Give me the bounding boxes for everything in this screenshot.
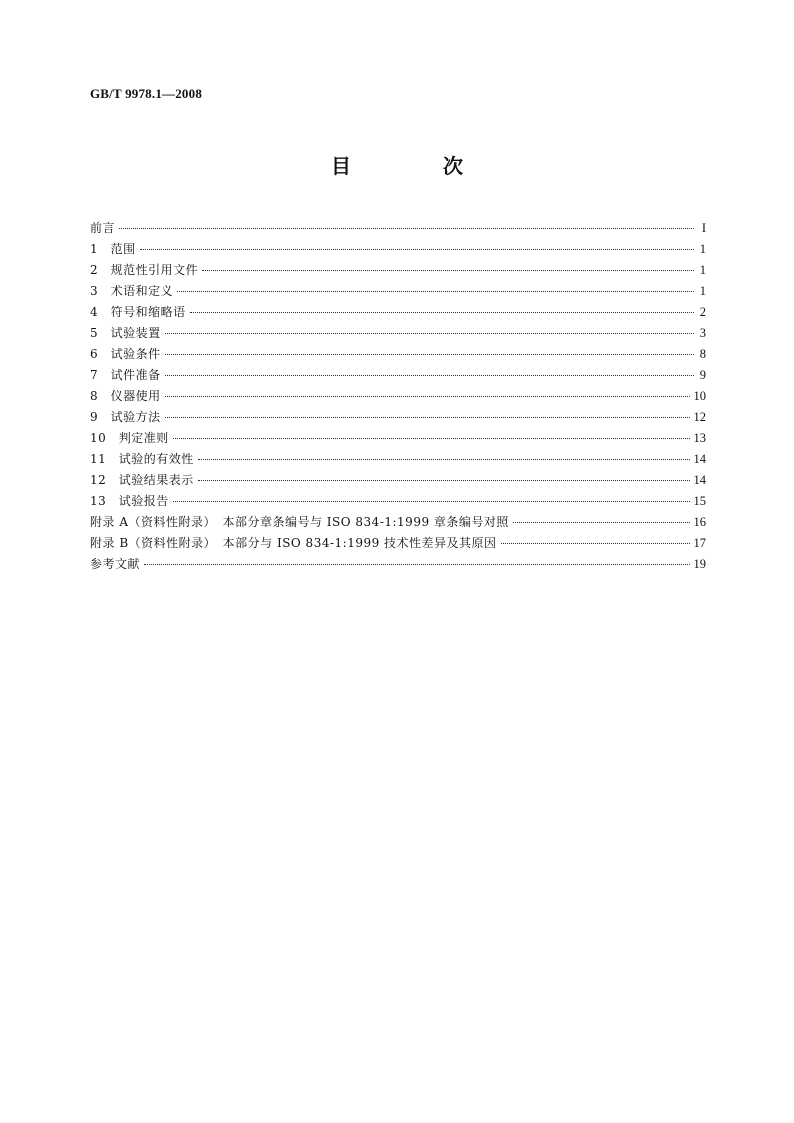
toc-entry-test-method[interactable] [90,407,706,428]
toc-leader-dots [177,291,694,292]
toc-page-number: 2 [699,305,706,319]
toc-leader-dots [173,501,690,502]
toc-entry-bibliography[interactable] [90,554,706,575]
toc-leader-dots [173,438,690,439]
toc-entry-label: 5 试验装置 [90,326,161,340]
toc-entry-label: 参考文献 [90,557,141,571]
toc-entry-specimen-preparation[interactable] [90,365,706,386]
toc-leader-dots [165,354,694,355]
toc-entry-results-expression[interactable] [90,470,706,491]
toc-entry-label: 1 范围 [90,242,136,256]
toc-leader-dots [202,270,694,271]
toc-entry-annex-b[interactable] [90,533,706,554]
toc-page-number: 19 [693,557,706,571]
toc-page-number: 1 [699,284,706,298]
standard-code: GB/T 9978.1—2008 [90,86,203,101]
toc-entry-label: 7 试件准备 [90,368,161,382]
toc-page-number: 15 [693,494,706,508]
toc-leader-dots [198,480,690,481]
page-title: 目 次 [331,154,499,178]
toc-page-number: 10 [693,389,706,403]
toc-leader-dots [198,459,690,460]
toc-entry-test-conditions[interactable] [90,344,706,365]
toc-entry-validity[interactable] [90,449,706,470]
toc-page-number: 13 [693,431,706,445]
toc-entry-test-apparatus[interactable] [90,323,706,344]
toc-entry-symbols-abbreviations[interactable] [90,302,706,323]
toc-page-number: I [701,221,706,235]
toc-leader-dots [119,228,694,229]
toc-entry-label: 附录 B（资料性附录） 本部分与 ISO 834-1:1999 技术性差异及其原因 [90,536,497,550]
toc-entry-label: 4 符号和缩略语 [90,305,186,319]
toc-entry-label: 8 仪器使用 [90,389,161,403]
toc-entry-scope[interactable] [90,239,706,260]
toc-entry-label: 2 规范性引用文件 [90,263,199,277]
toc-entry-label: 3 术语和定义 [90,284,174,298]
toc-leader-dots [140,249,694,250]
toc-entry-label: 11 试验的有效性 [90,452,194,466]
toc-entry-annex-a[interactable] [90,512,706,533]
toc-page-number: 16 [693,515,706,529]
toc-page-number: 3 [699,326,706,340]
toc-entry-label: 13 试验报告 [90,494,169,508]
toc-page-number: 17 [693,536,706,550]
toc-entry-test-report[interactable] [90,491,706,512]
toc-leader-dots [513,522,690,523]
toc-leader-dots [165,333,694,334]
table-of-contents [90,218,706,575]
toc-leader-dots [501,543,690,544]
toc-entry-label: 10 判定准则 [90,431,169,445]
toc-entry-label: 前言 [90,221,116,235]
toc-page-number: 14 [693,473,706,487]
toc-page-number: 1 [699,263,706,277]
toc-entry-normative-references[interactable] [90,260,706,281]
toc-entry-label: 6 试验条件 [90,347,161,361]
toc-page-number: 8 [699,347,706,361]
toc-leader-dots [190,312,694,313]
toc-leader-dots [165,375,694,376]
toc-page-number: 14 [693,452,706,466]
toc-entry-label: 9 试验方法 [90,410,161,424]
toc-entry-terms-definitions[interactable] [90,281,706,302]
toc-entry-criteria[interactable] [90,428,706,449]
toc-entry-foreword[interactable] [90,218,706,239]
toc-page-number: 9 [699,368,706,382]
toc-leader-dots [165,417,690,418]
toc-page-number: 12 [693,410,706,424]
toc-leader-dots [165,396,690,397]
toc-page-number: 1 [699,242,706,256]
toc-entry-instrumentation[interactable] [90,386,706,407]
toc-entry-label: 12 试验结果表示 [90,473,194,487]
toc-entry-label: 附录 A（资料性附录） 本部分章条编号与 ISO 834-1:1999 章条编号对照 [90,515,509,529]
toc-leader-dots [144,564,689,565]
